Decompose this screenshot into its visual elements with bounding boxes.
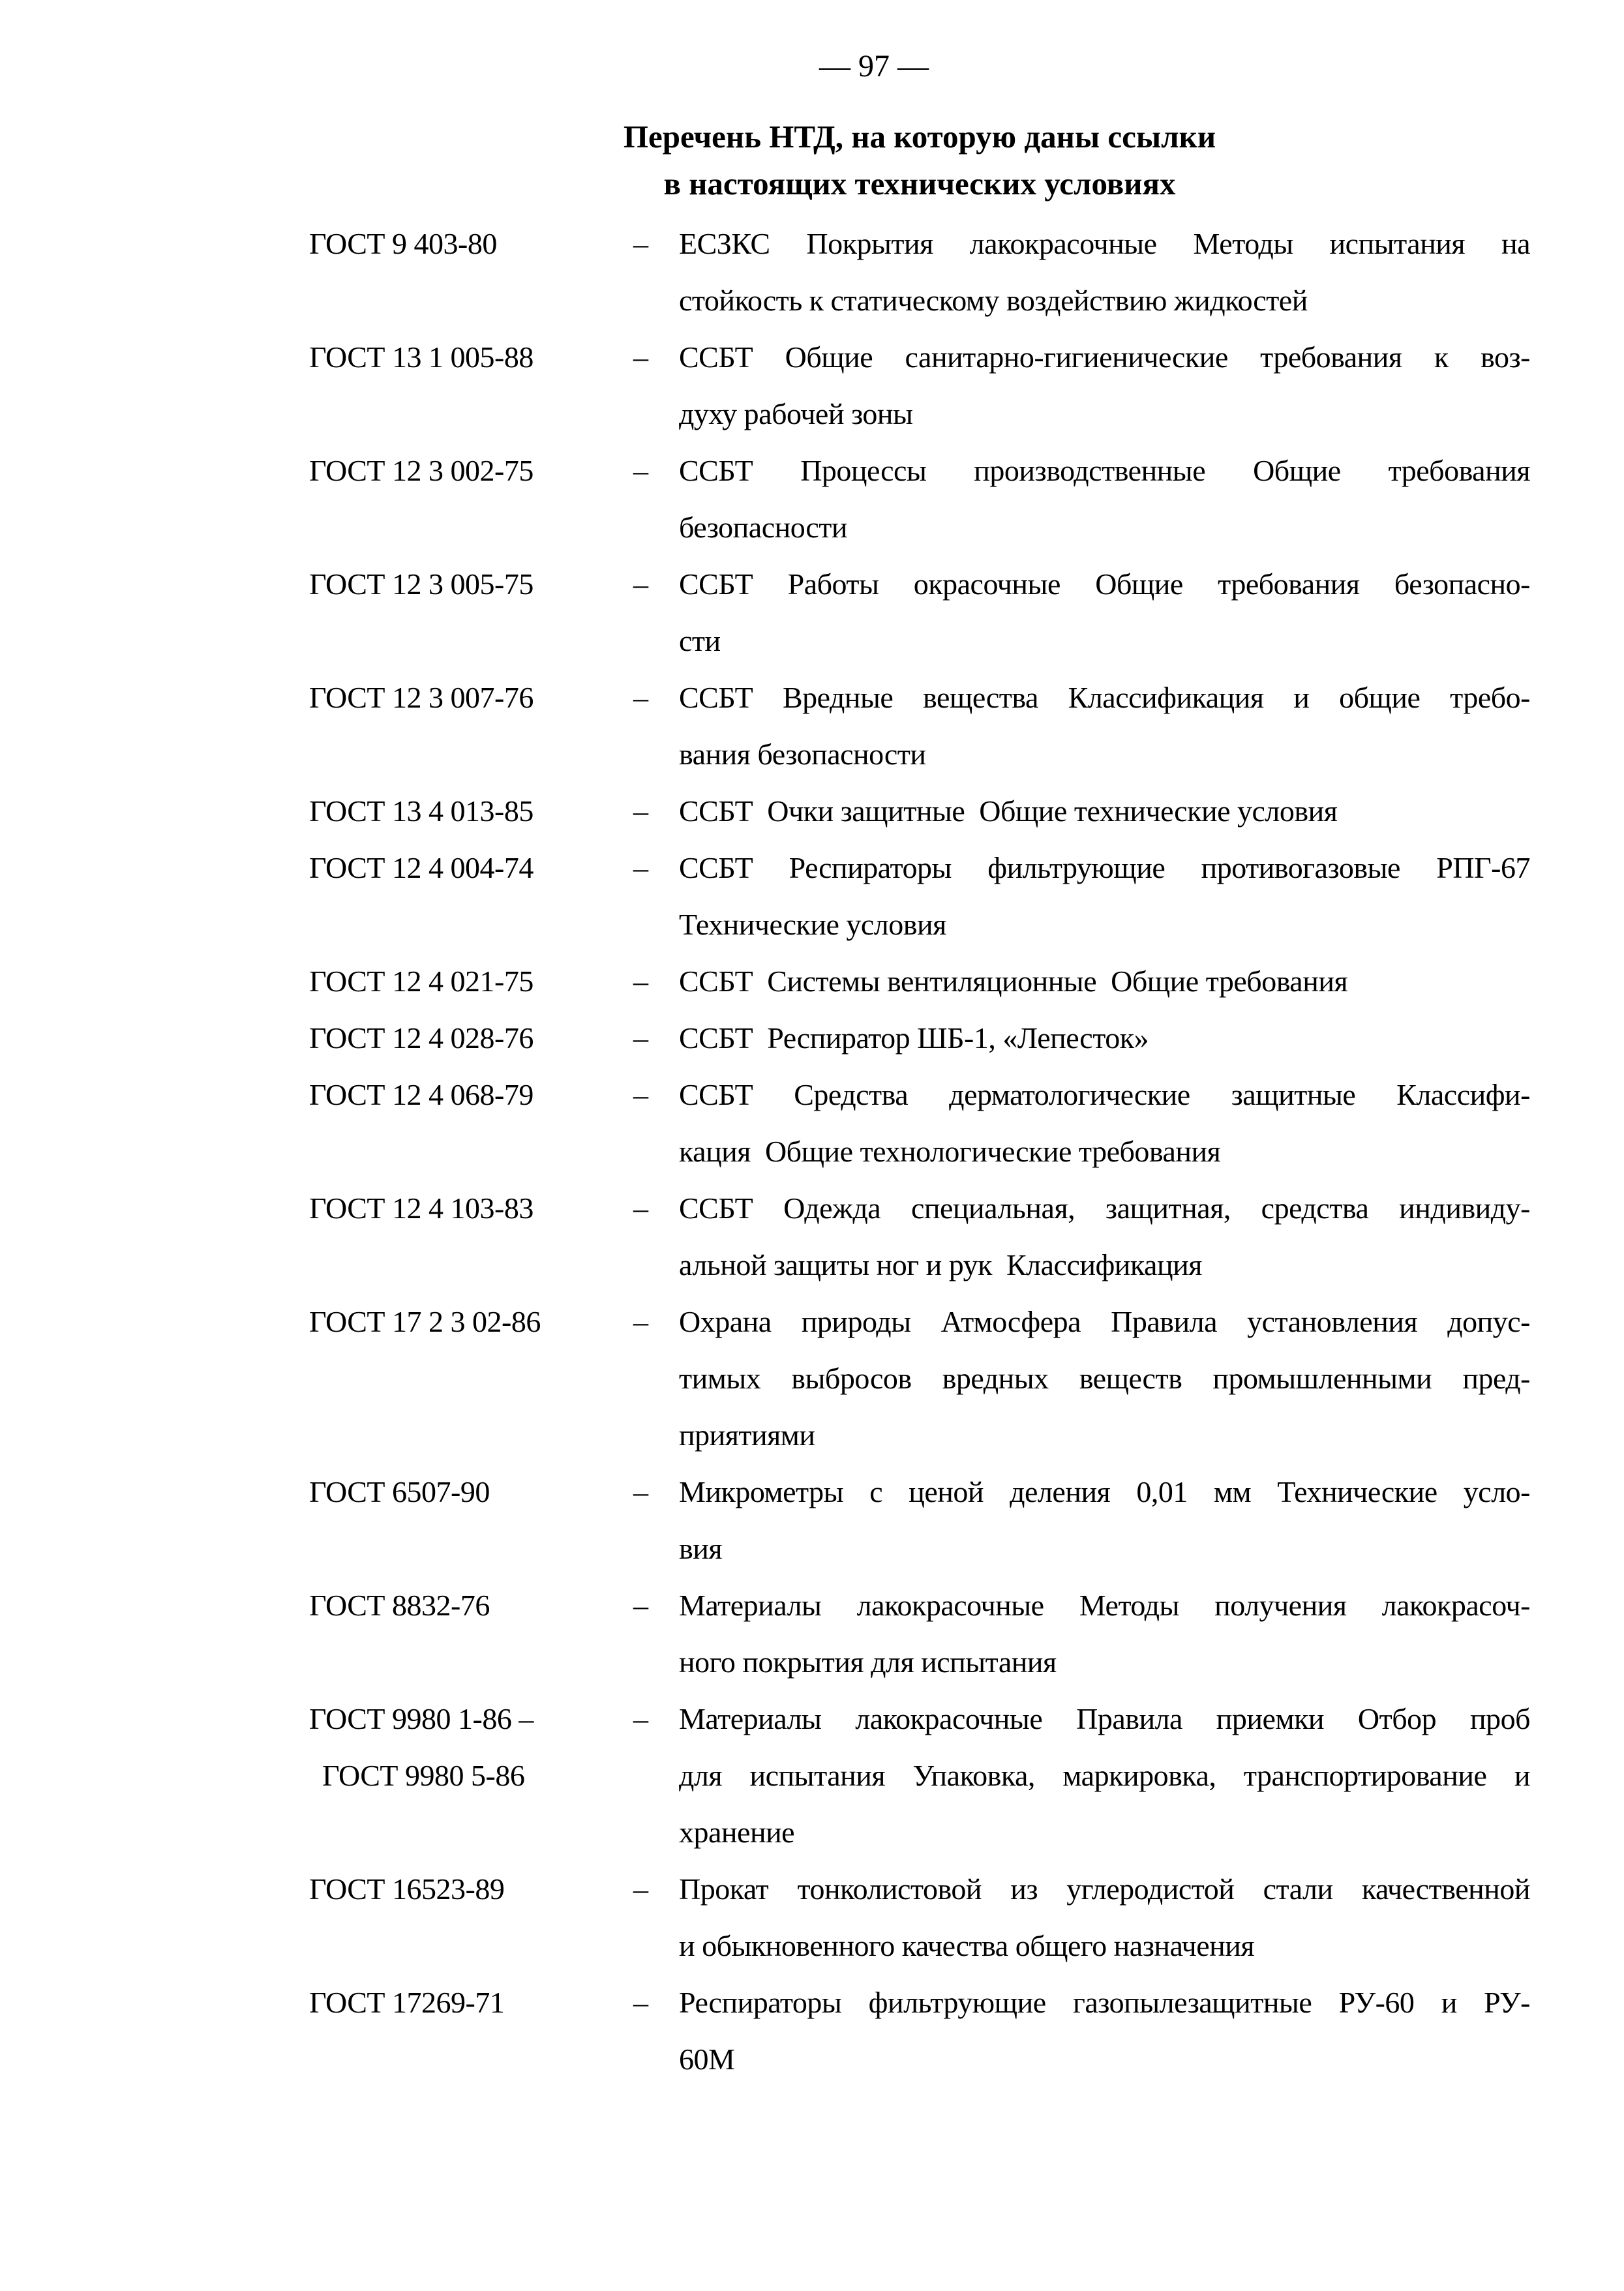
description-line: Респираторы фильтрующие газопылезащитные РУ-60 и РУ- [679,1986,1530,2019]
description-line: вания безопасности [679,738,926,771]
gost-number-line: ГОСТ 9 403-80 [309,227,497,260]
standard-entry [309,953,1530,1010]
gost-number [309,1293,633,1350]
dash-separator: – [633,965,648,998]
gost-number [309,1861,633,1917]
description-line: ССБТ Очки защитные Общие технические условия [679,794,1338,828]
description-line: сти [679,624,721,657]
description-line: стойкость к статическому воздействию жидкостей [679,284,1308,317]
standard-description [679,953,1530,1010]
standard-entry [309,1577,1530,1690]
standard-description [679,215,1530,329]
description-line: духу рабочей зоны [679,397,913,430]
standard-description [679,1066,1530,1180]
standard-description [679,1861,1530,1974]
gost-number-line: ГОСТ 6507-90 [309,1475,490,1508]
dash-separator: – [633,567,648,601]
standard-description [679,669,1530,783]
gost-number [309,1577,633,1634]
gost-number-line: ГОСТ 12 3 002-75 [309,454,534,487]
standard-description [679,442,1530,556]
standard-entry [309,1861,1530,1974]
standard-entry [309,1974,1530,2088]
description-line: Технические условия [679,908,946,941]
description-line: и обыкновенного качества общего назначения [679,1929,1254,1962]
gost-number-line: ГОСТ 9980 5-86 [322,1759,525,1792]
gost-number-line: ГОСТ 12 4 021-75 [309,965,534,998]
gost-number [309,1974,633,2031]
gost-number-line: ГОСТ 9980 1-86 – [309,1702,534,1735]
page-number: — 97 — [819,49,929,83]
description-line: Охрана природы Атмосфера Правила установления допус- [679,1305,1530,1338]
dash-separator: – [633,1589,648,1622]
gost-number-line: ГОСТ 12 4 103-83 [309,1191,534,1225]
description-line: безопасности [679,511,848,544]
standard-entry [309,1010,1530,1066]
standard-entry [309,329,1530,442]
description-line: Материалы лакокрасочные Правила приемки Отбор проб [679,1702,1530,1735]
gost-number [309,839,633,896]
description-line: альной защиты ног и рук Классификация [679,1248,1202,1281]
description-line: Микрометры с ценой деления 0,01 мм Технические усло- [679,1475,1530,1508]
gost-number [309,669,633,726]
gost-number [309,329,633,385]
standard-entry [309,669,1530,783]
title-line-2: в настоящих технических условиях [663,166,1176,202]
standard-entry [309,1690,1530,1861]
gost-number [309,953,633,1010]
description-line: ССБТ Вредные вещества Классификация и общие требо- [679,681,1530,714]
dash-separator: – [633,1021,648,1055]
gost-number [309,556,633,612]
description-line: для испытания Упаковка, маркировка, транспортирование и [679,1759,1530,1792]
standard-entry [309,556,1530,669]
description-line: ССБТ Средства дерматологические защитные Классифи- [679,1078,1530,1111]
gost-number [309,1010,633,1066]
dash-separator: – [633,1872,648,1906]
dash-separator: – [633,1986,648,2019]
description-line: ССБТ Респиратор ШБ-1, «Лепесток» [679,1021,1149,1055]
gost-number-line: ГОСТ 12 3 005-75 [309,567,534,601]
dash-separator: – [633,794,648,828]
standard-entry [309,783,1530,839]
description-line: тимых выбросов вредных веществ промышленными пред- [679,1362,1530,1395]
standard-description [679,1010,1530,1066]
standard-description [679,329,1530,442]
gost-number [309,215,633,272]
description-line: Материалы лакокрасочные Методы получения лакокрасоч- [679,1589,1530,1622]
description-line: приятиями [679,1418,815,1452]
description-line: Прокат тонколистовой из углеродистой стали качественной [679,1872,1530,1906]
gost-number-line: ГОСТ 12 4 004-74 [309,851,534,884]
dash-separator: – [633,454,648,487]
dash-separator: – [633,1078,648,1111]
description-line: ного покрытия для испытания [679,1645,1057,1679]
gost-number [309,1180,633,1236]
description-line: вия [679,1532,722,1565]
gost-number [309,783,633,839]
dash-separator: – [633,1191,648,1225]
gost-number-line: ГОСТ 8832-76 [309,1589,490,1622]
gost-number [309,1463,633,1520]
standard-entry [309,215,1530,329]
gost-number-line: ГОСТ 13 1 005-88 [309,340,534,374]
title-line-1: Перечень НТД, на которую даны ссылки [623,119,1216,155]
description-line: ССБТ Респираторы фильтрующие противогазовые РПГ-67 [679,851,1530,884]
gost-number-line: ГОСТ 13 4 013-85 [309,794,534,828]
standard-entry [309,1066,1530,1180]
dash-separator: – [633,1475,648,1508]
document-title [0,113,1624,207]
dash-separator: – [633,227,648,260]
description-line: кация Общие технологические требования [679,1135,1221,1168]
gost-number-line: ГОСТ 12 4 028-76 [309,1021,534,1055]
gost-number [309,1066,633,1123]
standard-description [679,839,1530,953]
standard-description [679,1180,1530,1293]
description-line: ЕСЗКС Покрытия лакокрасочные Методы испытания на [679,227,1530,260]
standard-entry [309,1463,1530,1577]
description-line: ССБТ Работы окрасочные Общие требования безопасно- [679,567,1530,601]
description-line: ССБТ Процессы производственные Общие требования [679,454,1530,487]
gost-number-line: ГОСТ 17 2 3 02-86 [309,1305,541,1338]
gost-number [309,1690,633,1804]
gost-number-line: ГОСТ 17269-71 [309,1986,505,2019]
dash-separator: – [633,681,648,714]
standard-entry [309,1293,1530,1463]
standard-description [679,783,1530,839]
standard-entry [309,1180,1530,1293]
description-line: ССБТ Системы вентиляционные Общие требования [679,965,1348,998]
description-line: ССБТ Общие санитарно-гигиенические требования к воз- [679,340,1530,374]
description-line: ССБТ Одежда специальная, защитная, средства индивиду- [679,1191,1530,1225]
dash-separator: – [633,851,648,884]
standard-description [679,1463,1530,1577]
gost-number-line: ГОСТ 12 3 007-76 [309,681,534,714]
dash-separator: – [633,340,648,374]
gost-number-line: ГОСТ 12 4 068-79 [309,1078,534,1111]
standards-list [309,215,1530,2088]
standard-description [679,1293,1530,1463]
standard-description [679,556,1530,669]
standard-description [679,1690,1530,1861]
gost-number [309,442,633,499]
standard-entry [309,839,1530,953]
description-line: 60М [679,2043,735,2076]
standard-description [679,1577,1530,1690]
dash-separator: – [633,1702,648,1735]
dash-separator: – [633,1305,648,1338]
standard-description [679,1974,1530,2088]
standard-entry [309,442,1530,556]
description-line: хранение [679,1816,795,1849]
gost-number-line: ГОСТ 16523-89 [309,1872,505,1906]
